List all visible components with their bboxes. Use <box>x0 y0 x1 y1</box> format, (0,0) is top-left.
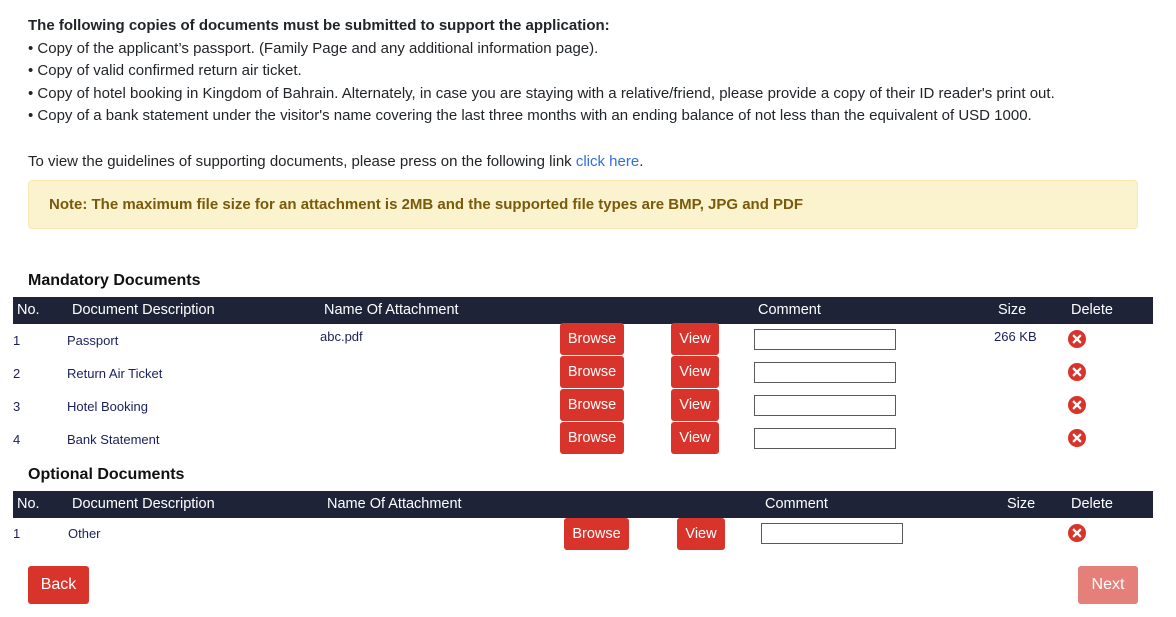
browse-button[interactable]: Browse <box>560 422 624 454</box>
document-description: Hotel Booking <box>67 399 148 414</box>
next-button[interactable]: Next <box>1078 566 1138 604</box>
comment-input[interactable] <box>754 428 896 449</box>
guideline-label: To view the guidelines of supporting documents, please press on the following link <box>28 153 576 170</box>
optional-documents-title: Optional Documents <box>28 466 185 483</box>
delete-icon[interactable] <box>1068 396 1086 414</box>
view-button[interactable]: View <box>671 356 719 388</box>
requirements-text <box>28 15 1148 128</box>
row-number: 4 <box>13 432 21 447</box>
close-circle-icon <box>1068 429 1086 447</box>
requirement-bullet: • Copy of a bank statement under the visitor's name covering the last three months with an ending balance of not less than the equivalent of USD 1000. <box>28 107 1032 125</box>
guidelines-link[interactable]: click here <box>575 153 640 170</box>
view-button[interactable]: View <box>671 422 719 454</box>
view-button[interactable]: View <box>671 323 719 355</box>
requirements-heading: The following copies of documents must be submitted to support the application: <box>28 17 610 34</box>
row-number: 3 <box>13 399 21 414</box>
guideline-suffix: . <box>639 153 644 170</box>
close-circle-icon <box>1068 363 1086 381</box>
column-delete: Delete <box>1071 302 1113 318</box>
table-row <box>13 517 1153 550</box>
comment-input[interactable] <box>754 329 896 350</box>
column-name-of-attachment: Name Of Attachment <box>324 302 459 318</box>
table-row <box>13 356 1153 389</box>
close-circle-icon <box>1068 396 1086 414</box>
document-description: Bank Statement <box>67 432 160 447</box>
column-comment: Comment <box>765 496 828 512</box>
comment-input[interactable] <box>761 523 903 544</box>
column-delete: Delete <box>1071 496 1113 512</box>
file-size-note: Note: The maximum file size for an attachment is 2MB and the supported file types are BMP, JPG and PDF <box>28 180 1138 229</box>
table-row <box>13 422 1153 455</box>
column-size: Size <box>1007 496 1036 512</box>
guideline-text <box>28 151 643 173</box>
delete-icon[interactable] <box>1068 524 1086 542</box>
row-number: 1 <box>13 333 21 348</box>
mandatory-documents-title: Mandatory Documents <box>28 272 201 289</box>
browse-button[interactable]: Browse <box>564 518 629 550</box>
browse-button[interactable]: Browse <box>560 356 624 388</box>
column-size: Size <box>998 302 1027 318</box>
requirement-bullet: • Copy of the applicant’s passport. (Family Page and any additional information page). <box>28 39 599 57</box>
attachment-name[interactable]: abc.pdf <box>320 329 363 344</box>
browse-button[interactable]: Browse <box>560 323 624 355</box>
comment-input[interactable] <box>754 395 896 416</box>
close-circle-icon <box>1068 524 1086 542</box>
delete-icon[interactable] <box>1068 363 1086 381</box>
column-document-description: Document Description <box>72 496 215 512</box>
back-button[interactable]: Back <box>28 566 89 604</box>
document-description: Return Air Ticket <box>67 366 163 381</box>
document-description: Other <box>68 526 101 541</box>
comment-input[interactable] <box>754 362 896 383</box>
row-number: 2 <box>13 366 21 381</box>
column-document-description: Document Description <box>72 302 215 318</box>
document-description: Passport <box>67 333 119 348</box>
mandatory-table-header <box>13 297 1153 324</box>
close-circle-icon <box>1068 330 1086 348</box>
table-row <box>13 389 1153 422</box>
delete-icon[interactable] <box>1068 429 1086 447</box>
row-number: 1 <box>13 526 21 541</box>
delete-icon[interactable] <box>1068 330 1086 348</box>
browse-button[interactable]: Browse <box>560 389 624 421</box>
view-button[interactable]: View <box>677 518 725 550</box>
column-no: No. <box>17 302 40 318</box>
column-comment: Comment <box>758 302 821 318</box>
table-row <box>13 323 1153 356</box>
requirement-bullet: • Copy of valid confirmed return air ticket. <box>28 62 302 80</box>
column-no: No. <box>17 496 40 512</box>
requirement-bullet: • Copy of hotel booking in Kingdom of Bahrain. Alternately, in case you are staying with a relative/friend, please provide a copy of their ID reader's print out. <box>28 84 1055 102</box>
file-size: 266 KB <box>994 329 1037 344</box>
optional-table-header <box>13 491 1153 518</box>
column-name-of-attachment: Name Of Attachment <box>327 496 462 512</box>
view-button[interactable]: View <box>671 389 719 421</box>
